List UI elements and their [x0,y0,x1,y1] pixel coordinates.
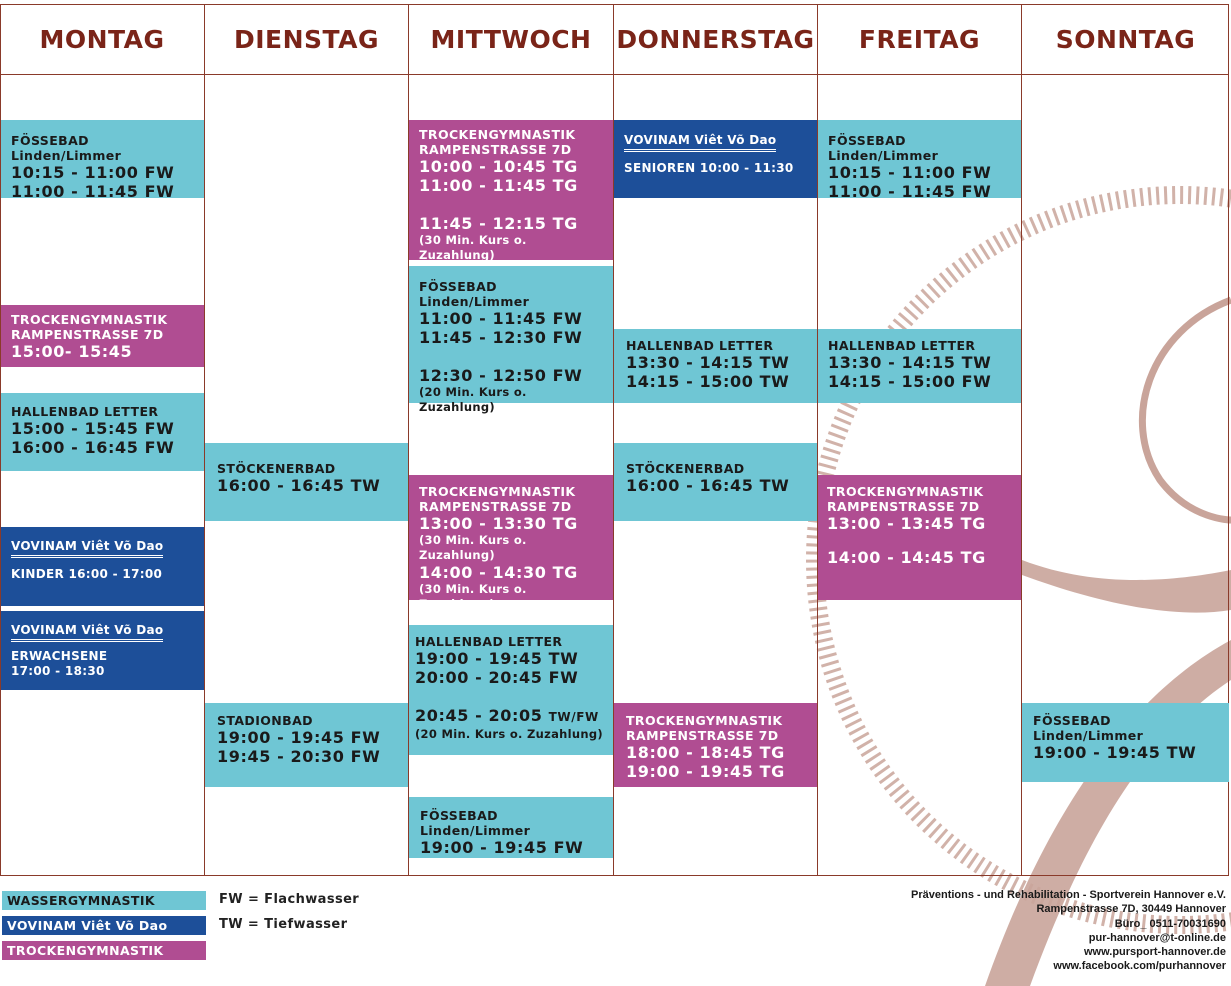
time-slot: 14:00 - 14:30 TG [419,563,578,582]
time-slot: 11:00 - 11:45 FW [419,309,583,328]
course-block-wasser [818,120,1021,201]
course-block-wasser [409,625,613,755]
column-divider [613,4,614,876]
location: TROCKENGYMNASTIK [419,127,576,142]
location: FÖSSEBAD Linden/Limmer [11,133,122,163]
day-header-montag: MONTAG [39,24,165,54]
course-note: (30 Min. Kurs o. Zuzahlung) [419,233,527,262]
course-block-wasser [1022,703,1229,782]
location: TROCKENGYMNASTIK [827,484,984,499]
day-header-sonntag: SONNTAG [1055,24,1196,54]
location: FÖSSEBAD Linden/Limmer [1033,713,1144,743]
course-block-wasser [409,266,613,414]
course-title: VOVINAM Viêt Võ Dao [11,623,163,642]
location: STÖCKENERBAD [217,461,336,476]
time-slot: 19:00 - 19:45 TW [1033,743,1197,762]
legend-tw: TW = Tiefwasser [219,917,348,932]
time-slot: SENIOREN 10:00 - 11:30 [624,161,794,175]
location: RAMPENSTRASSE 7D [626,728,779,743]
course-block-wasser [614,329,817,403]
time-slot: 15:00 - 15:45 FW [11,419,175,438]
location: HALLENBAD LETTER [626,338,774,353]
course-block-wasser [818,329,1021,403]
location: FÖSSEBAD Linden/Limmer [420,808,531,838]
time-slot: 19:00 - 19:45 TG [626,762,785,781]
course-block-vovinam [614,120,817,198]
legend-vovinam: VOVINAM Viêt Võ Dao [2,916,206,935]
time-slot: KINDER 16:00 - 17:00 [11,567,163,581]
legend-wasser: WASSERGYMNASTIK [2,891,206,910]
location: STÖCKENERBAD [626,461,745,476]
course-block-wasser [205,703,408,787]
organization-contact [911,888,1226,974]
time-slot: 19:00 - 19:45 TW [415,649,579,668]
org-phone: Büro_ 0511-70031690 [1114,917,1226,930]
org-facebook: www.facebook.com/purhannover [1053,960,1226,973]
course-note: (30 Min. Kurs o. Zuzahlung) [419,533,527,562]
time-slot: 11:45 - 12:30 FW [419,328,583,347]
time-slot: 13:30 - 14:15 TW [828,353,992,372]
time-slot: 11:00 - 11:45 TG [419,176,578,195]
column-divider [817,4,818,876]
time-slot: 20:45 - 20:05 [415,706,543,725]
time-slot: 17:00 - 18:30 [11,664,105,678]
location: STADIONBAD [217,713,313,728]
location: FÖSSEBAD Linden/Limmer [419,279,530,309]
course-block-trockengymnastik [409,475,613,611]
course-block-wasser [614,443,817,521]
time-slot: 19:45 - 20:30 FW [217,747,381,766]
time-slot: 13:00 - 13:30 TG [419,514,578,533]
course-block-vovinam [1,611,204,690]
location: TROCKENGYMNASTIK [626,713,783,728]
legend-fw: FW = Flachwasser [219,892,360,907]
location: RAMPENSTRASSE 7D [419,142,572,157]
org-address: Rampenstrasse 7D, 30449 Hannover [1036,903,1226,916]
day-header-mittwoch: MITTWOCH [430,24,592,54]
location: HALLENBAD LETTER [415,634,563,649]
time-slot: 16:00 - 16:45 FW [11,438,175,457]
course-title: VOVINAM Viêt Võ Dao [11,539,163,558]
course-block-wasser [409,797,613,858]
location: TROCKENGYMNASTIK [419,484,576,499]
group-label: ERWACHSENE [11,649,108,663]
org-email: pur-hannover@t-online.de [1088,931,1226,944]
time-slot: 10:00 - 10:45 TG [419,157,578,176]
course-note: (30 Min. Kurs o. Zuzahlung) [419,582,527,611]
course-title: VOVINAM Viêt Võ Dao [624,133,776,152]
day-header-donnerstag: DONNERSTAG [616,24,815,54]
day-header-freitag: FREITAG [858,24,981,54]
time-slot: 15:00- 15:45 [11,342,133,361]
time-slot: 16:00 - 16:45 TW [217,476,381,495]
legend-trockengymnastik: TROCKENGYMNASTIK [2,941,206,960]
time-slot: 14:00 - 14:45 TG [827,548,986,567]
time-slot: 10:15 - 11:00 FW [828,163,992,182]
time-slot: 18:00 - 18:45 TG [626,743,785,762]
water-type: TW/FW [548,710,599,724]
location: RAMPENSTRASSE 7D [11,327,164,342]
time-slot: 12:30 - 12:50 FW [419,366,583,385]
time-slot: 10:15 - 11:00 FW [11,163,175,182]
time-slot: 11:45 - 12:15 TG [419,214,578,233]
time-slot: 16:00 - 16:45 TW [626,476,790,495]
time-slot: 13:00 - 13:45 TG [827,514,986,533]
time-slot: 13:30 - 14:15 TW [626,353,790,372]
course-block-wasser [1,120,204,201]
location: RAMPENSTRASSE 7D [827,499,980,514]
org-website: www.pursport-hannover.de [1084,946,1226,959]
course-block-wasser [1,393,204,471]
course-block-trockengymnastik [1,305,204,367]
column-divider [408,4,409,876]
time-slot: 11:00 - 11:45 FW [828,182,992,201]
course-block-trockengymnastik [614,703,817,787]
course-block-trockengymnastik [818,475,1021,600]
column-divider [204,4,205,876]
time-slot: 19:00 - 19:45 FW [217,728,381,747]
time-slot: 19:00 - 19:45 FW [420,838,584,857]
course-note: (20 Min. Kurs o. Zuzahlung) [415,727,603,741]
location: HALLENBAD LETTER [11,404,159,419]
course-block-trockengymnastik [409,120,613,260]
time-slot: 20:00 - 20:45 FW [415,668,579,687]
course-block-vovinam [1,527,204,606]
location: HALLENBAD LETTER [828,338,976,353]
location: FÖSSEBAD Linden/Limmer [828,133,939,163]
location: TROCKENGYMNASTIK [11,312,168,327]
location: RAMPENSTRASSE 7D [419,499,572,514]
time-slot: 14:15 - 15:00 TW [626,372,790,391]
header-divider [0,74,1229,75]
course-note: (20 Min. Kurs o. Zuzahlung) [419,385,527,414]
day-header-dienstag: DIENSTAG [233,24,380,54]
time-slot: 14:15 - 15:00 FW [828,372,992,391]
time-slot: 11:00 - 11:45 FW [11,182,175,201]
column-divider [1021,4,1022,876]
org-name: Präventions - und Rehabilitation - Sportverein Hannover e.V. [911,889,1226,901]
course-block-wasser [205,443,408,521]
